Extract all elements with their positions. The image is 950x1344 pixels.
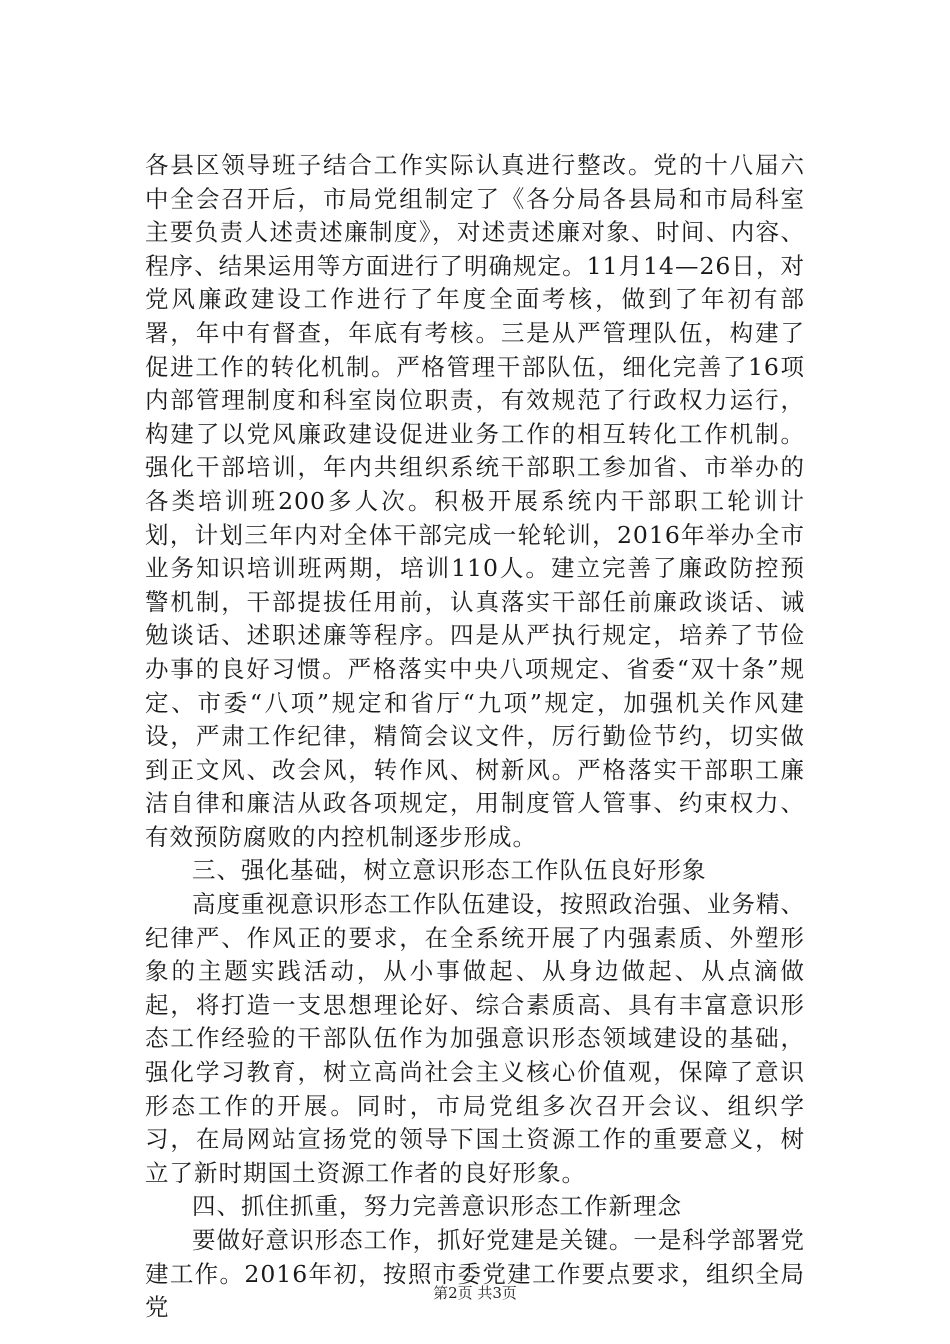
paragraph-section-four: 要做好意识形态工作，抓好党建是关键。一是科学部署党建工作。2016年初，按照市委党建工作要点要求，组织全局党 — [145, 1226, 805, 1322]
paragraph-section-three: 高度重视意识形态工作队伍建设，按照政治强、业务精、纪律严、作风正的要求，在全系统开展了内强素质、外塑形象的主题实践活动，从小事做起、从身边做起、从点滴做起，将打造一支思想理论好、综合素质高、具有丰富意识形态工作经验的干部队伍作为加强意识形态领域建设的基础，强化学习教育，树立高尚社会主义核心价值观，保障了意识形态工作的开展。同时，市局党组多次召开会议、组织学习，在局网站宣扬党的领导下国土资源工作的重要意义，树立了新时期国土资源工作者的良好形象。 — [145, 890, 805, 1187]
page-footer: 第2页 共3页 — [433, 1284, 517, 1302]
section-heading-three: 三、强化基础，树立意识形态工作队伍良好形象 — [192, 856, 707, 885]
section-heading-four: 四、抓住抓重，努力完善意识形态工作新理念 — [192, 1192, 682, 1221]
paragraph-continuation: 各县区领导班子结合工作实际认真进行整改。党的十八届六中全会召开后，市局党组制定了《各分局各县局和市局科室主要负责人述责述廉制度》，对述责述廉对象、时间、内容、程序、结果运用等方面进行了明确规定。11月14—26日，对党风廉政建设工作进行了年度全面考核，做到了年初有部署，年中有督查，年底有考核。三是从严管理队伍，构建了促进工作的转化机制。严格管理干部队伍，细化完善了16项内部管理制度和科室岗位职责，有效规范了行政权力运行，构建了以党风廉政建设促进业务工作的相互转化工作机制。强化干部培训，年内共组织系统干部职工参加省、市举办的各类培训班200多人次。积极开展系统内干部职工轮训计划，计划三年内对全体干部完成一轮轮训，2016年举办全市业务知识培训班两期，培训110人。建立完善了廉政防控预警机制，干部提拔任用前，认真落实干部任前廉政谈话、诫勉谈话、述职述廉等程序。四是从严执行规定，培养了节俭办事的良好习惯。严格落实中央八项规定、省委“双十条”规定、市委“八项”规定和省厅“九项”规定，加强机关作风建设，严肃工作纪律，精简会议文件，厉行勤俭节约，切实做到正文风、改会风，转作风、树新风。严格落实干部职工廉洁自律和廉洁从政各项规定，用制度管人管事、约束权力、有效预防腐败的内控机制逐步形成。 — [145, 151, 805, 851]
document-body — [145, 149, 805, 1325]
